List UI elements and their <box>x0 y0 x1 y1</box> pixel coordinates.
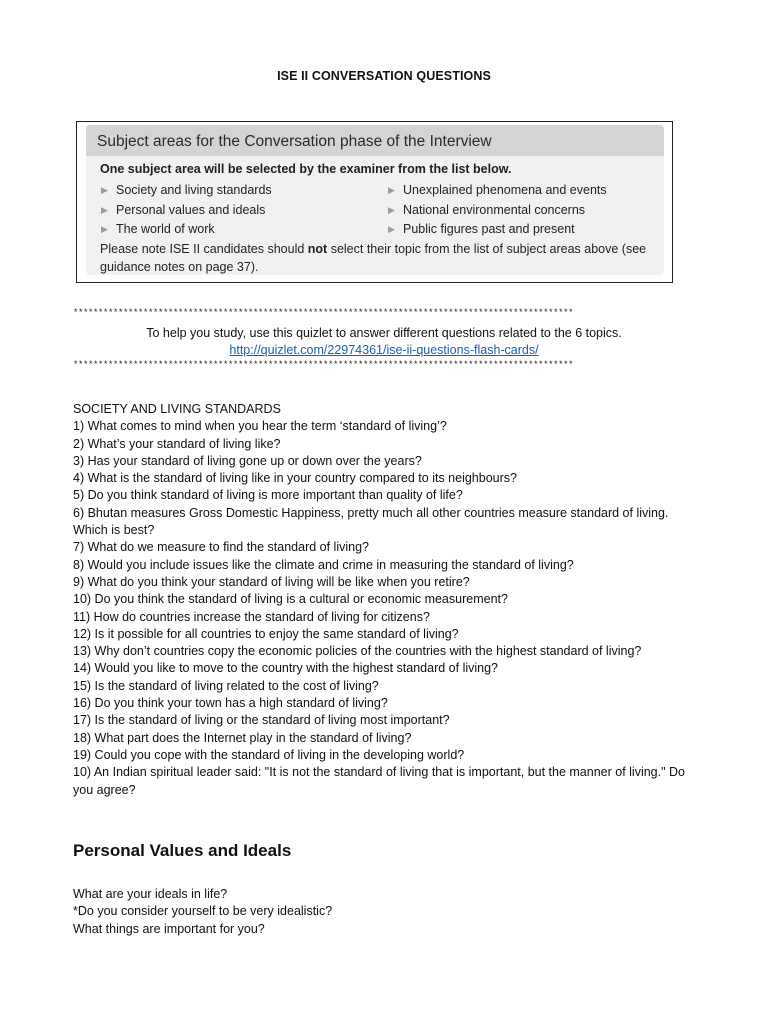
subject-label: National environmental concerns <box>403 202 586 217</box>
question-item: 17) Is the standard of living or the standard of living most important? <box>73 713 450 728</box>
note-emphasis: not <box>307 242 328 256</box>
personal-values-section <box>73 886 703 938</box>
question-item: 9) What do you think your standard of living will be like when you retire? <box>73 574 470 589</box>
asterisk-divider-bottom: **************************************************************************************************** <box>73 360 574 370</box>
quizlet-link-row <box>0 342 768 359</box>
question-item: 4) What is the standard of living like in your country compared to its neighbours? <box>73 471 517 486</box>
question-item: 8) Would you include issues like the climate and crime in measuring the standard of living? <box>73 557 574 572</box>
question-item: 2) What’s your standard of living like? <box>73 436 281 451</box>
subject-areas-image <box>76 121 673 283</box>
document-title: ISE II CONVERSATION QUESTIONS <box>277 69 491 83</box>
asterisk-divider-top: **************************************************************************************************** <box>73 308 574 318</box>
question-item: 15) Is the standard of living related to the cost of living? <box>73 678 379 693</box>
question-item: 7) What do we measure to find the standard of living? <box>73 540 369 555</box>
panel-lead-text: One subject area will be selected by the examiner from the list below. <box>100 162 512 176</box>
question-item: 12) Is it possible for all countries to enjoy the same standard of living? <box>73 626 459 641</box>
question-item: 19) Could you cope with the standard of living in the developing world? <box>73 747 465 762</box>
subject-label: The world of work <box>116 222 215 236</box>
subject-item <box>387 181 607 201</box>
subject-areas-panel <box>86 125 664 275</box>
subject-label: Unexplained phenomena and events <box>403 183 607 197</box>
bullet-icon: ▶ <box>388 185 395 195</box>
question-item: 14) Would you like to move to the country with the highest standard of living? <box>73 661 499 676</box>
panel-note <box>100 240 660 276</box>
question-item: 10) An Indian spiritual leader said: "It is not the standard of living that is important, but the manner of living." Do you agree? <box>73 765 685 797</box>
section-heading: SOCIETY AND LIVING STANDARDS <box>73 402 281 416</box>
question-item: *Do you consider yourself to be very idealistic? <box>73 904 333 919</box>
subject-list-left <box>100 181 272 240</box>
subject-label: Public figures past and present <box>403 222 575 236</box>
quizlet-link[interactable]: http://quizlet.com/22974361/ise-ii-questions-flash-cards/ <box>229 343 539 357</box>
question-item: What are your ideals in life? <box>73 887 228 901</box>
bullet-icon: ▶ <box>388 224 395 234</box>
subject-item <box>387 201 607 221</box>
bullet-icon: ▶ <box>101 224 108 234</box>
subject-list-right <box>387 181 607 240</box>
subject-item <box>387 220 607 240</box>
question-item: 1) What comes to mind when you hear the term ‘standard of living’? <box>73 419 447 434</box>
question-item: 3) Has your standard of living gone up or down over the years? <box>73 453 422 468</box>
question-item: 13) Why don’t countries copy the economic policies of the countries with the highest standard of living? <box>73 644 642 659</box>
note-text-rest: select their topic from the list of subject areas above (see guidance notes on page 37). <box>100 242 647 274</box>
bullet-icon: ▶ <box>388 204 395 215</box>
question-item: 11) How do countries increase the standard of living for citizens? <box>73 609 430 624</box>
question-item: 5) Do you think standard of living is more important than quality of life? <box>73 488 463 503</box>
question-item: 18) What part does the Internet play in the standard of living? <box>73 730 412 745</box>
subject-label: Society and living standards <box>116 183 272 197</box>
panel-header: Subject areas for the Conversation phase of the Interview <box>86 125 664 156</box>
question-item: 10) Do you think the standard of living is a cultural or economic measurement? <box>73 592 508 607</box>
subject-item <box>100 220 272 240</box>
intro-text: To help you study, use this quizlet to answer different questions related to the 6 topics. <box>146 326 622 340</box>
subject-item <box>100 201 272 221</box>
question-item: What things are important for you? <box>73 921 265 936</box>
subject-item <box>100 181 272 201</box>
note-text: Please note ISE II candidates should <box>100 242 308 256</box>
question-item: 16) Do you think your town has a high standard of living? <box>73 696 388 711</box>
question-item: 6) Bhutan measures Gross Domestic Happiness, pretty much all other countries measure standard of living. Which is best? <box>73 505 669 538</box>
personal-values-heading: Personal Values and Ideals <box>73 841 292 860</box>
subject-label: Personal values and ideals <box>116 202 266 217</box>
bullet-icon: ▶ <box>101 185 108 195</box>
society-section <box>73 401 703 799</box>
bullet-icon: ▶ <box>101 204 108 215</box>
